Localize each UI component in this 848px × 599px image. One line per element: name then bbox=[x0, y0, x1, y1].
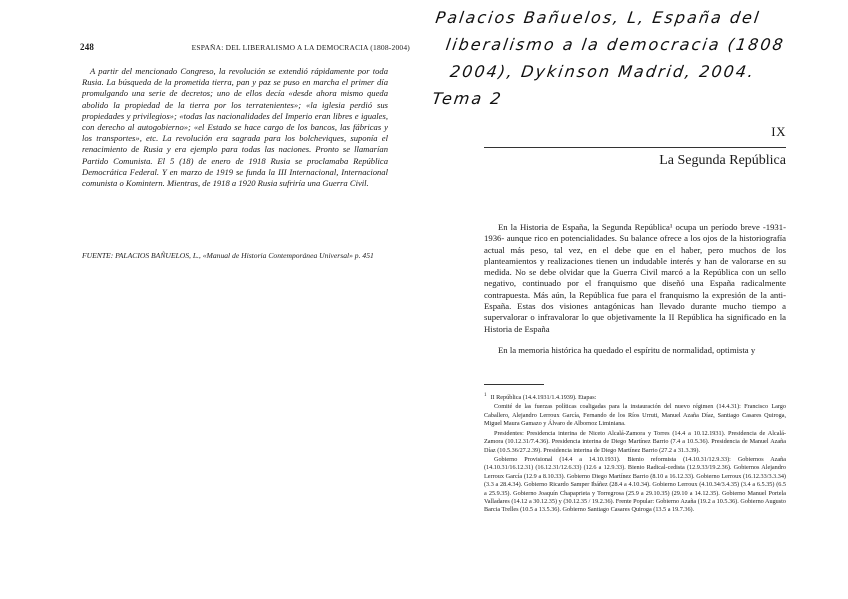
handwritten-note bbox=[424, 4, 848, 112]
handwritten-line: Palacios Bañuelos, L, España del bbox=[434, 8, 762, 27]
source-citation: FUENTE: PALACIOS BAÑUELOS, L., «Manual de Historia Contemporánea Universal» p. 451 bbox=[82, 251, 374, 260]
page-number: 248 bbox=[80, 42, 95, 52]
body-text bbox=[484, 222, 786, 356]
handwritten-line: 2004), Dykinson Madrid, 2004. bbox=[448, 62, 757, 81]
handwritten-line: Tema 2 bbox=[430, 89, 504, 108]
footnote-item bbox=[484, 392, 786, 402]
paragraph: En la Historia de España, la Segunda República¹ ocupa un período breve -1931-1936- aunque rico en potencialidades. Su balance ofrece a los ojos de la historiografía actual más peso, tal vez, en el debe que en el haber, pero muchos de los planteamientos y realizaciones tienen un indudable interés y han de valorarse en su medida. No se debe olvidar que la Guerra Civil marcó a la República con un sello negativo, continuado por el franquismo que diseñó una España radicalmente contrapuesta. Más aún, la República fue para el franquismo la expresión de la anti-España. Estas dos visiones antagónicas han llevado durante mucho tiempo a supervalorar o infravalorar lo que objetivamente la II República ha significado en la Historia de España bbox=[484, 222, 786, 334]
handwritten-line: liberalismo a la democracia (1808 bbox=[444, 35, 787, 54]
quote-block: A partir del mencionado Congreso, la revolución se extendió rápidamente por toda Rusia. La búsqueda de la prometida tierra, pan y paz se puso en marcha el primer día promulgando una serie de decretos; uno de ellos decía «desde ahora mismo queda abolido la propiedad de la tierra por los terratenientes»; «la iglesia perdió sus propiedades y privilegios»; «todas las nacionalidades del Imperio eran libres e iguales, con derecho al autogobierno»; «el Estado se hace cargo de los bancos, las fábricas y los transportes», etc. La revolución era sagrada para los bolcheviques, suponía el renacimiento de Rusia y era ejemplo para todas las naciones. Pronto se llamarían Partido Comunista. El 5 (18) de enero de 1918 Rusia se proclamaba República Democrática Federal. Y en marzo de 1919 se funda la III Internacional, Internacional comunista o Komintern. Mientras, de 1918 a 1920 Rusia sufriría una Guerra Civil. bbox=[82, 66, 388, 189]
chapter-number: IX bbox=[771, 124, 786, 139]
footnote-item: Gobierno Provisional (14.4 a 14.10.1931). Bienio reformista (14.10.31/12.9.33): Gobiernos Azaña (14.10.31/16.12.31) (16.12.31/12.6.33) (12.6 a 12.9.33). Bienio Radical-cedista (12.9.33/19.2.36). Gobiernos Alejandro Lerroux García (12.9 a 8.10.33). Gobierno Diego Martínez Barrio (8.10 a 16.12.33). Gobierno Lerroux (16.12.33/3.3.34) (3.3 a 28.4.34). Gobierno Ricardo Samper Ibáñez (28.4 a 4.10.34). Gobierno Lerroux (4.10.34/3.4.35) (3.4 a 6.5.35) (6.5 a 25.9.35). Gobierno Joaquín Chapaprieta y Torregrosa (25.9 a 29.10.35) (29.10 a 14.12.35). Gobierno Manuel Portela Valladares (14.12 a 30.12.35) y (30.12.35 / 19.2.36). Frente Popular: Gobierno Azaña (19.2 a 10.5.36). Gobierno Augusto Barcia Trelles (10.5 a 13.5.36). Gobierno Santiago Casares Quiroga (13.5 a 19.7.36). bbox=[484, 455, 786, 514]
footnote-text: II República (14.4.1931/1.4.1939). Etapas: bbox=[490, 394, 597, 402]
footnote-divider bbox=[484, 384, 544, 385]
footnote-item: Presidentes: Presidencia interina de Niceto Alcalá-Zamora y Torres (14.4 a 10.12.1931). Presidencia de Alcalá-Zamora (10.12.31/7.4.36). Presidencia interina de Diego Martínez Barrio (7.4 a 10.5.36). Presidencia de Manuel Azaña Díaz (10.5.36/27.2.39). Presidencia interina de Diego Martínez Barrio (27.2 a 31.3.39). bbox=[484, 429, 786, 454]
footnotes bbox=[484, 392, 786, 516]
right-page bbox=[424, 0, 848, 599]
paragraph: En la memoria histórica ha quedado el espíritu de normalidad, optimista y bbox=[498, 344, 756, 355]
running-head bbox=[80, 42, 410, 52]
chapter-divider bbox=[484, 147, 786, 148]
footnote-marker: 1 bbox=[484, 393, 487, 398]
chapter-title: La Segunda República bbox=[659, 153, 786, 168]
footnote-item: Comité de las fuerzas políticas coaligadas para la instauración del nuevo régimen (14.4.31): Francisco Largo Caballero, Alejandro Lerroux García, Fernando de los Ríos Urruti, Manuel Azaña Díaz, Santiago Casares Quiroga, Miguel Maura Gamazo y Álvaro de Albornoz Liminiana. bbox=[484, 403, 786, 428]
running-head-title: ESPAÑA: DEL LIBERALISMO A LA DEMOCRACIA (1808-2004) bbox=[191, 43, 410, 52]
